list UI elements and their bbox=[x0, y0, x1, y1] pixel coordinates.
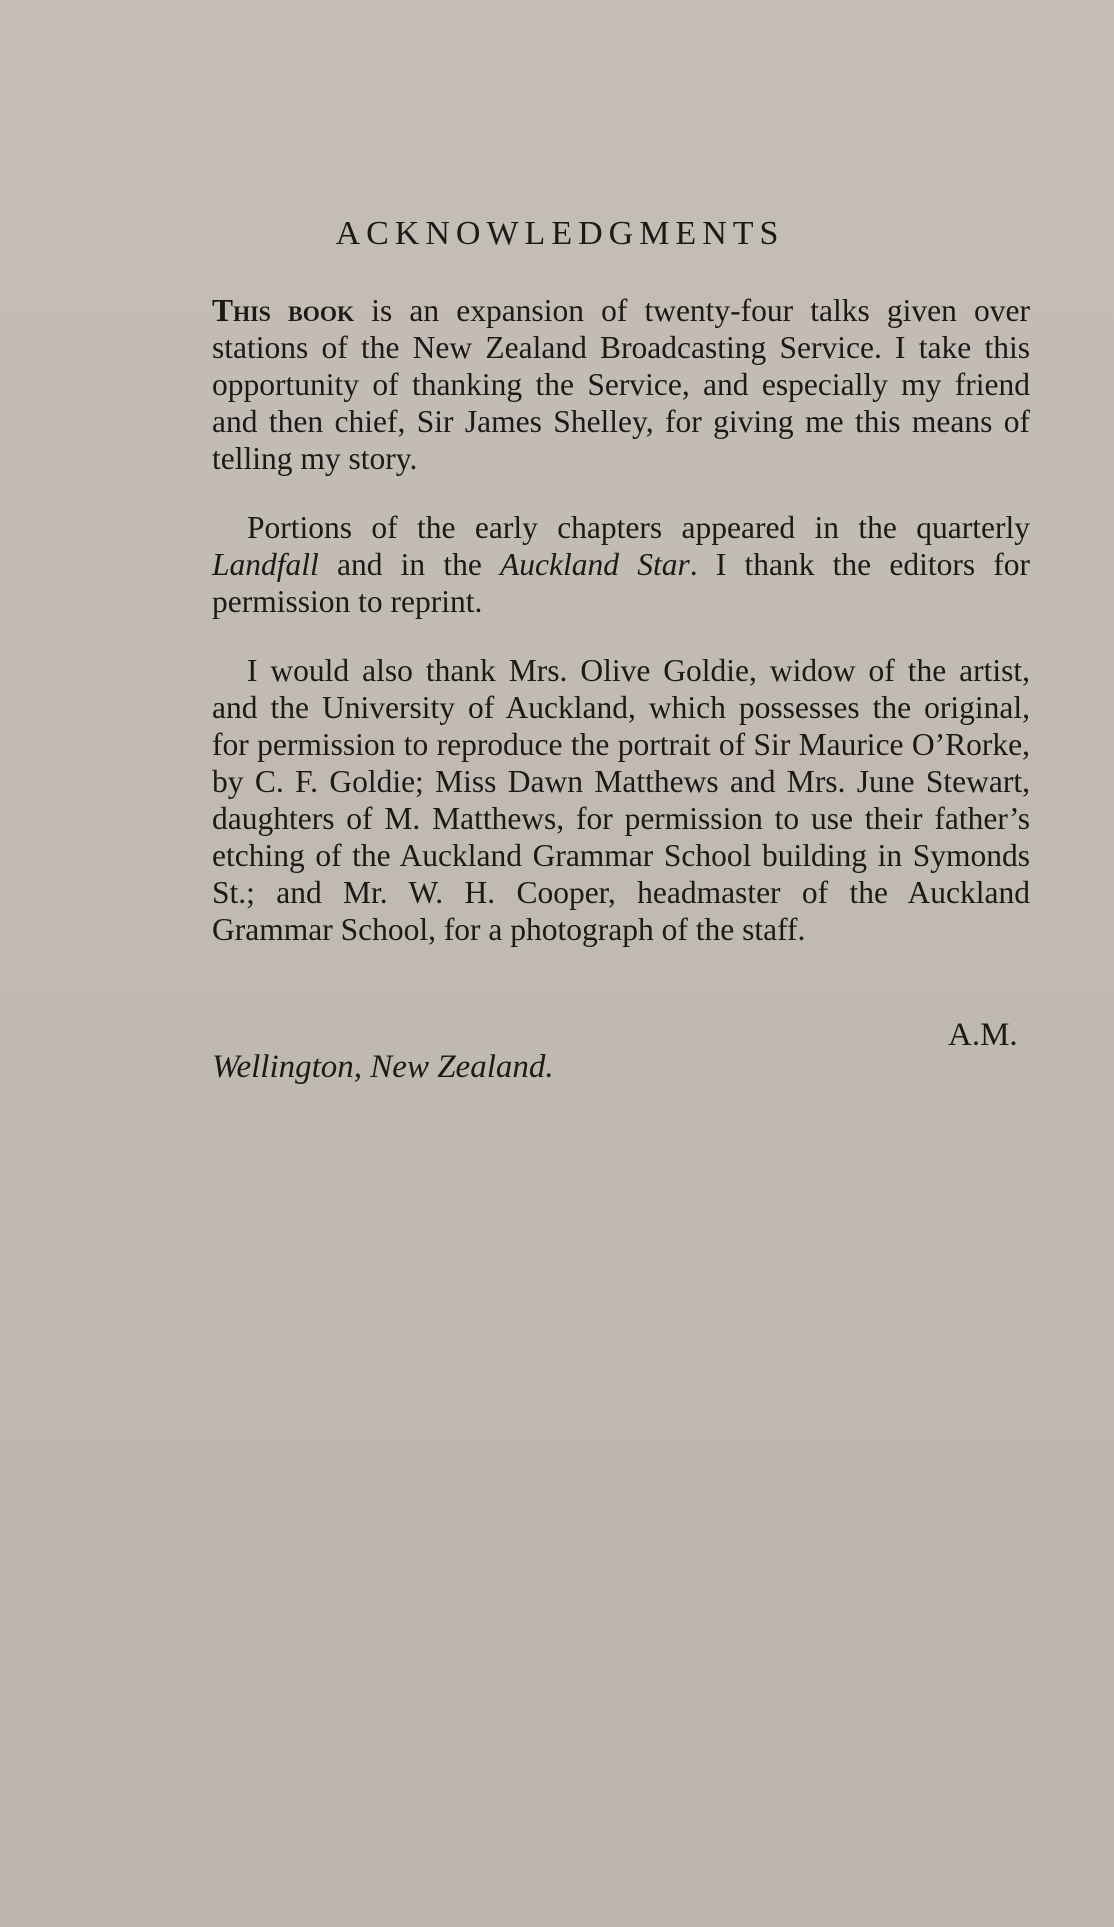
paragraph-2-title-auckland-star: Auckland Star bbox=[500, 547, 690, 582]
paragraph-1-text: is an expansion of twenty-four talks given over stations of the New Zealand Broadcasting Service. I take this opportunity of thanking the Service, and especially my friend and then chief, Sir James Shelley, for giving me this means of telling my story. bbox=[212, 293, 1031, 476]
page-title: ACKNOWLEDGMENTS bbox=[335, 215, 785, 252]
paragraph-2-text-2: and in the bbox=[318, 547, 501, 582]
place-line: Wellington, New Zealand. bbox=[212, 1049, 554, 1085]
paragraph-2-text-1: Portions of the early chapters appeared in the quarterly bbox=[247, 510, 1030, 545]
paragraph-3-text: I would also thank Mrs. Olive Goldie, widow of the artist, and the University of Auckland, which possesses the original, for permission to reproduce the portrait of Sir Maurice O’Rorke, by C. F. Goldie; Miss Dawn Matthews and Mrs. June Stewart, daughters of M. Matthews, for permission to use their father’s etching of the Auckland Grammar School building in Symonds St.; and Mr. W. H. Cooper, headmaster of the Auckland Grammar School, for a photograph of the staff. bbox=[212, 653, 1030, 947]
body-text bbox=[212, 292, 1030, 980]
paragraph-2 bbox=[212, 509, 1030, 620]
paragraph-2-text-3: . I thank the editors for permission to reprint. bbox=[212, 547, 1031, 619]
author-initials: A.M. bbox=[948, 1017, 1018, 1053]
paragraph-1-lead: This book bbox=[212, 293, 355, 328]
paragraph-1 bbox=[212, 292, 1030, 477]
paragraph-3 bbox=[212, 652, 1030, 948]
paragraph-2-title-landfall: Landfall bbox=[212, 547, 319, 582]
